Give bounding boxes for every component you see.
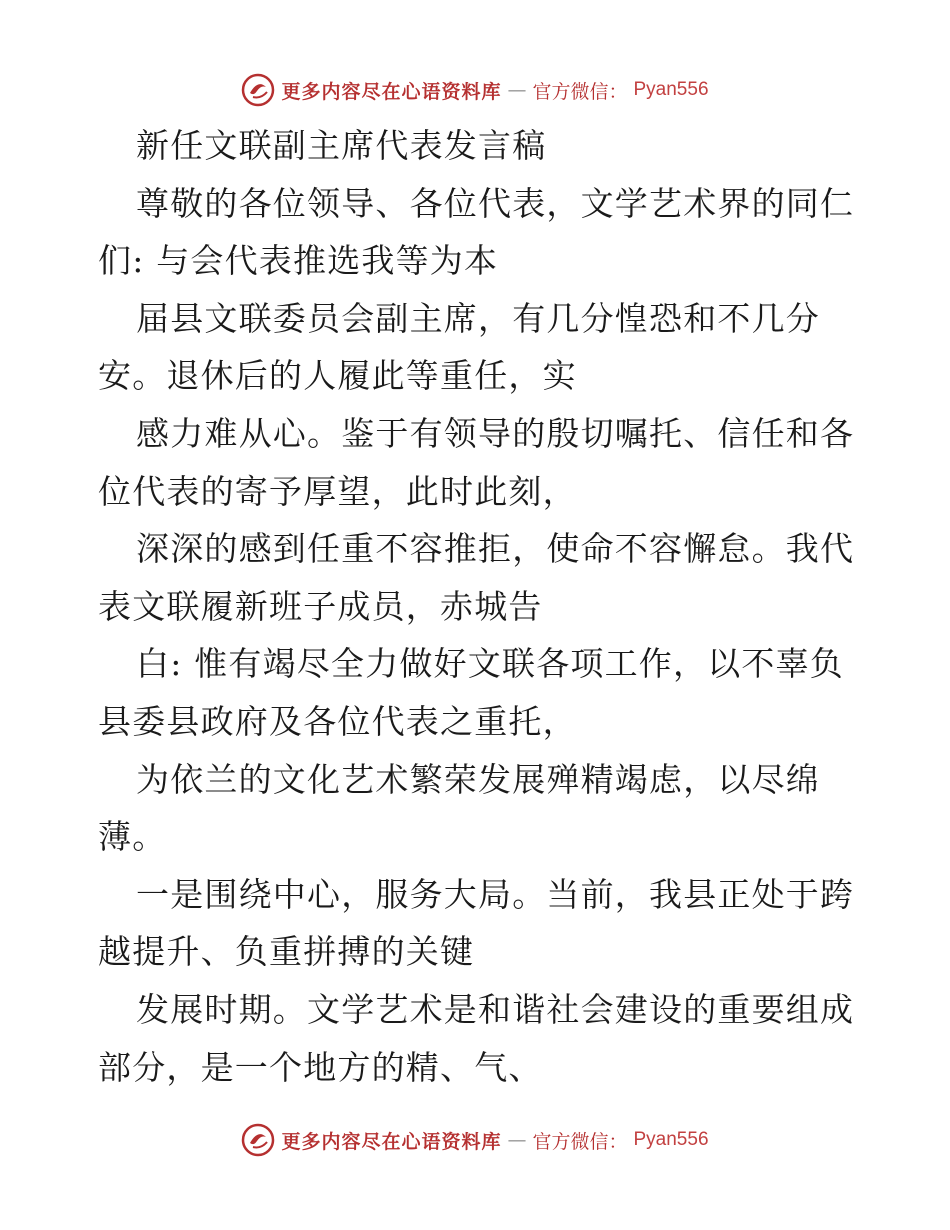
text-line: 一是围绕中心，服务大局。当前，我县正处于跨 [136, 874, 855, 914]
banner-sub: 官方微信： [532, 80, 628, 103]
text-line: 白: 惟有竭尽全力做好文联各项工作，以不辜负 [136, 644, 845, 684]
text-line: 尊敬的各位领导、各位代表，文学艺术界的同仁 [136, 183, 855, 223]
text-line: 安。退休后的人履此等重任，实 [98, 356, 577, 396]
footer-banner [0, 1120, 950, 1160]
text-line: 表文联履新班子成员，赤城告 [98, 586, 543, 626]
document-body [98, 117, 858, 1096]
text-line: 感力难从心。鉴于有领导的殷切嘱托、信任和各 [136, 413, 855, 453]
banner-text: 更多内容尽在心语资料库 [281, 80, 502, 103]
text-line: 部分，是一个地方的精、气、 [98, 1047, 543, 1087]
text-line: 深深的感到任重不容推拒，使命不容懈怠。我代 [136, 529, 855, 569]
document-title: 新任文联副主席代表发言稿 [136, 126, 547, 165]
banner-dash: — [507, 1129, 527, 1151]
text-line: 县委县政府及各位代表之重托， [98, 701, 577, 741]
banner-text: 更多内容尽在心语资料库 [281, 1130, 502, 1153]
banner-sub: 官方微信： [532, 1130, 628, 1153]
text-line: 越提升、负重拼搏的关键 [98, 932, 475, 972]
banner-handle: Pyan556 [633, 79, 709, 100]
banner-dash: — [507, 79, 527, 101]
text-line: 位代表的寄予厚望，此时此刻， [98, 471, 577, 511]
swirl-logo-icon [241, 1123, 275, 1157]
header-banner [0, 70, 950, 110]
swirl-logo-icon [241, 73, 275, 107]
banner-handle: Pyan556 [633, 1129, 709, 1150]
text-line: 发展时期。文学艺术是和谐社会建设的重要组成 [136, 989, 855, 1029]
text-line: 为依兰的文化艺术繁荣发展殚精竭虑，以尽绵 [136, 759, 820, 799]
text-line: 们: 与会代表推选我等为本 [98, 241, 499, 281]
text-line: 薄。 [98, 817, 167, 857]
text-line: 届县文联委员会副主席，有几分惶恐和不几分 [136, 298, 820, 338]
